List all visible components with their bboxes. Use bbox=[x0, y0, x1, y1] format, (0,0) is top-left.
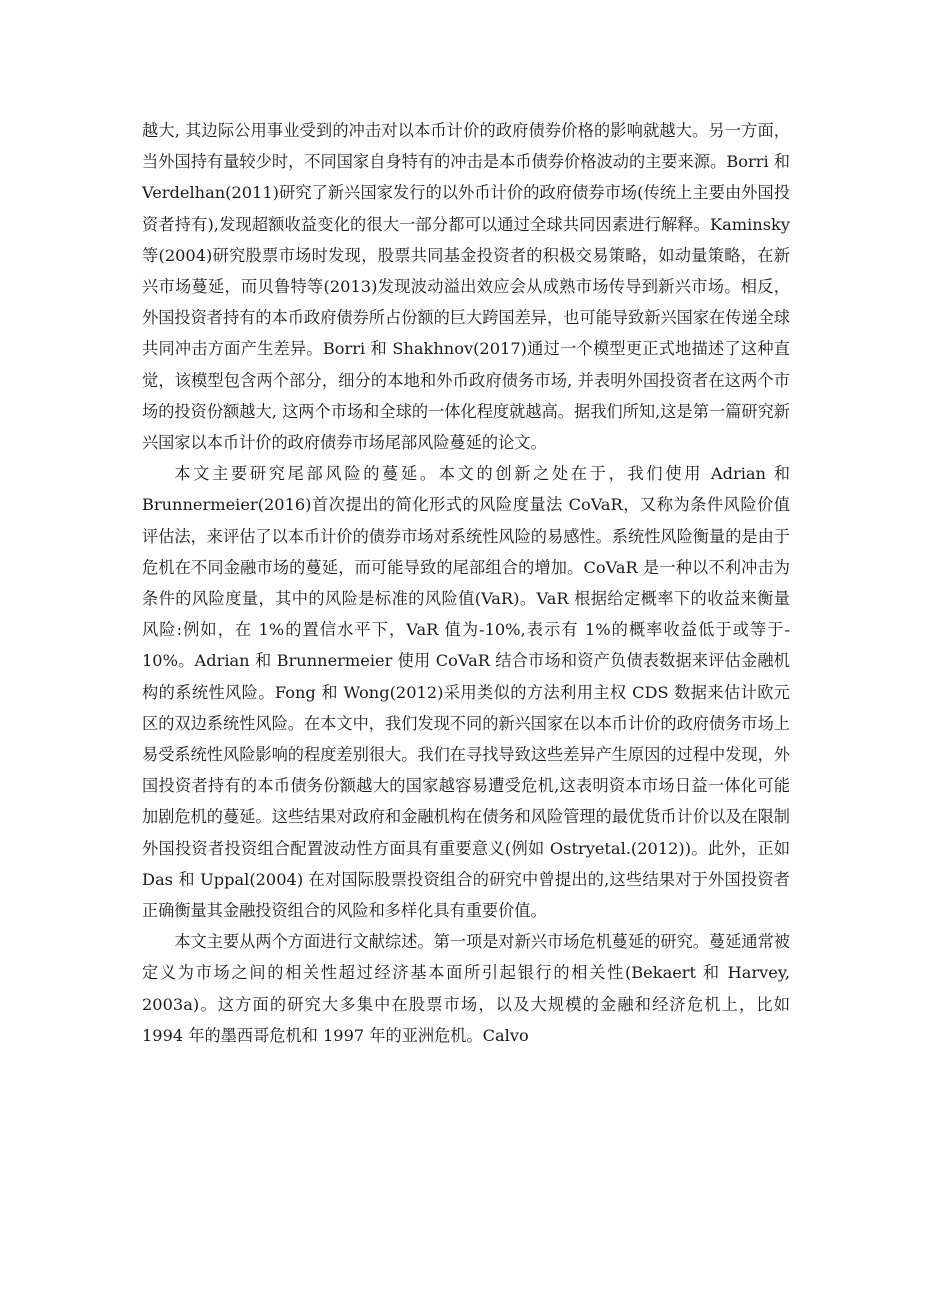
paragraph-tail-risk-contagion: 本文主要研究尾部风险的蔓延。本文的创新之处在于，我们使用 Adrian 和 Brunnermeier(2016)首次提出的简化形式的风险度量法 CoVaR，又称为条件风险价值评估法，来评估了以本币计价的债券市场对系统性风险的易感性。系统性风险衡量的是由于危机在不同金融市场的蔓延，而可能导致的尾部组合的增加。CoVaR 是一种以不利冲击为条件的风险度量，其中的风险是标准的风险值(VaR)。VaR 根据给定概率下的收益来衡量风险:例如，在 1%的置信水平下，VaR 值为-10%,表示有 1%的概率收益低于或等于- 10%。Adrian 和 Brunnermeier 使用 CoVaR 结合市场和资产负债表数据来评估金融机构的系统性风险。Fong 和 Wong(2012)采用类似的方法利用主权 CDS 数据来估计欧元区的双边系统性风险。在本文中，我们发现不同的新兴国家在以本币计价的政府债务市场上易受系统性风险影响的程度差别很大。我们在寻找导致这些差异产生原因的过程中发现，外国投资者持有的本币债务份额越大的国家越容易遭受危机,这表明资本市场日益一体化可能加剧危机的蔓延。这些结果对政府和金融机构在债务和风险管理的最优货币计价以及在限制外国投资者投资组合配置波动性方面具有重要意义(例如 Ostryetal.(2012))。此外，正如 Das 和 Uppal(2004) 在对国际股票投资组合的研究中曾提出的,这些结果对于外国投资者正确衡量其金融投资组合的风险和多样化具有重要价值。 bbox=[142, 464, 790, 921]
paragraph-continuation: 越大, 其边际公用事业受到的冲击对以本币计价的政府债券价格的影响就越大。另一方面，当外国持有量较少时，不同国家自身特有的冲击是本币债券价格波动的主要来源。Borri 和 Verdelhan(2011)研究了新兴国家发行的以外币计价的政府债券市场(传统上主要由外国投资者持有),发现超额收益变化的很大一部分都可以通过全球共同因素进行解释。Kaminsky 等(2004)研究股票市场时发现，股票共同基金投资者的积极交易策略，如动量策略，在新兴市场蔓延，而贝鲁特等(2013)发现波动溢出效应会从成熟市场传导到新兴市场。相反，外国投资者持有的本币政府债券所占份额的巨大跨国差异，也可能导致新兴国家在传递全球共同冲击方面产生差异。Borri 和 Shakhnov(2017)通过一个模型更正式地描述了这种直觉，该模型包含两个部分，细分的本地和外币政府债务市场, 并表明外国投资者在这两个市场的投资份额越大, 这两个市场和全球的一体化程度就越高。据我们所知,这是第一篇研究新兴国家以本币计价的政府债券市场尾部风险蔓延的论文。 bbox=[142, 121, 790, 453]
paragraph-literature-review: 本文主要从两个方面进行文献综述。第一项是对新兴市场危机蔓延的研究。蔓延通常被定义为市场之间的相关性超过经济基本面所引起银行的相关性(Bekaert 和 Harvey, 2003a)。这方面的研究大多集中在股票市场，以及大规模的金融和经济危机上，比如 1994 年的墨西哥危机和 1997 年的亚洲危机。Calvo bbox=[142, 932, 790, 1045]
document-page bbox=[142, 115, 790, 1051]
